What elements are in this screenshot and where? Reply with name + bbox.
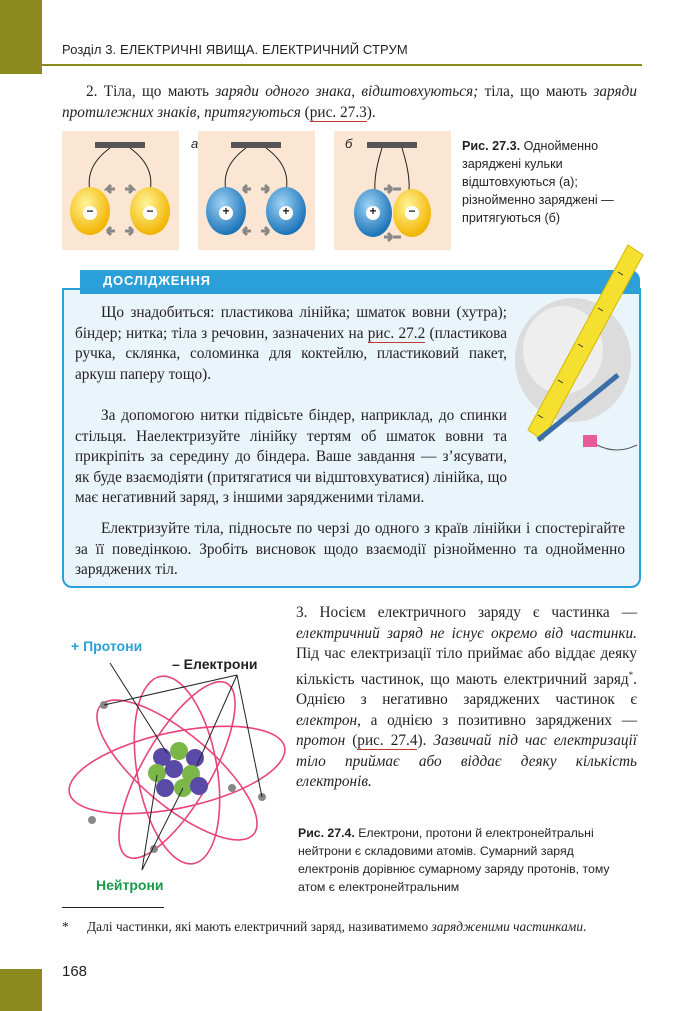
text: ( [345, 732, 358, 750]
text: . Однією з негативно заряджених частинок є [296, 670, 637, 709]
figure-reference-link[interactable]: рис. 27.3 [309, 103, 367, 121]
footnote [62, 917, 637, 937]
repel-arrows [107, 185, 133, 193]
italic-text: заряди одного знака, відштовхуються; [215, 83, 479, 100]
footnote-end: . [583, 919, 587, 934]
running-header: Розділ 3. ЕЛЕКТРИЧНІ ЯВИЩА. ЕЛЕКТРИЧНИЙ СТРУМ [62, 42, 408, 57]
panel-label-a: а [191, 136, 199, 151]
olive-corner-bottom [0, 969, 42, 1011]
thread [375, 148, 382, 191]
pointer-line [104, 675, 237, 705]
research-title: ДОСЛІДЖЕННЯ [103, 273, 211, 288]
electron [228, 784, 236, 792]
caption-text: Електрони, протони й електронейтральні нейтрони є складовими атомів. Сумарний заряд електронів дорівнює сумарному заряду протонів, тому атом є електронейтральним [298, 826, 610, 894]
repel-arrows [107, 227, 133, 235]
text: ( [300, 103, 310, 121]
figure-27-3-caption [462, 137, 632, 227]
text: 2. Тіла, що мають [86, 83, 216, 100]
paragraph-2 [62, 82, 637, 123]
thread [130, 148, 151, 191]
text: ). [366, 103, 376, 121]
text: Під час електризації тіло приймає або віддає деяку кількість частинок, що мають електричний заряд [296, 645, 637, 688]
charge-sign: − [408, 204, 416, 218]
neutrons-label: Нейтрони [96, 877, 164, 893]
thread [89, 148, 110, 191]
text: ). [417, 732, 434, 750]
footnote-marker: * [62, 919, 69, 934]
electron [88, 816, 96, 824]
attract-arrows [384, 233, 401, 241]
caption-label: Рис. 27.4. [298, 826, 355, 840]
charge-sign: + [282, 204, 290, 218]
fur-ruler-pen-illustration [508, 240, 658, 465]
research-paragraph-3: Електризуйте тіла, підносьте по черзі до одного з країв лінійки і спостерігайте за її поведінкою. Зробіть висновок щодо взаємодії різнойменно та однойменно заряджених тіл. [75, 520, 625, 578]
figure-reference-link[interactable]: рис. 27.2 [367, 324, 426, 342]
caption-label: Рис. 27.3. [462, 139, 521, 153]
footnote-italic: зарядженими частинками [431, 919, 584, 934]
text: , а однією з позитивно заряджених — [357, 711, 637, 729]
pointer-line [237, 675, 262, 797]
charge-sign: + [369, 204, 377, 218]
thread [402, 148, 409, 191]
holder-bar [367, 142, 417, 148]
electrons-label: – Електрони [172, 656, 258, 672]
charge-sign: + [222, 204, 230, 218]
caption-text: Однойменно заряджені кульки відштовхуються (а); різнойменно заряджені — притягуються (б) [462, 139, 614, 225]
research-paragraph-2: За допомогою нитки підвісьте біндер, наприклад, до спинки стільця. Наелектризуйте лінійку тертям об шматок вовни та прикріпіть за середину до біндера. Ваше завдання — з’ясувати, як буде взаємодіяти (притягатися чи відштовхуватися) лінійка, що має негативний заряд, з іншими зарядженими тілами. [75, 407, 507, 506]
olive-corner-top [0, 0, 42, 74]
italic-text: електричний заряд не існує окремо від частинки. [296, 624, 637, 642]
charge-sign: − [86, 204, 94, 218]
research-paragraph-1 [75, 303, 507, 385]
italic-text: протон [296, 732, 346, 750]
header-rule [42, 64, 642, 66]
footnote-rule [62, 907, 164, 908]
text: тіла, що мають [478, 83, 594, 100]
text: 3. Носієм електричного заряду є частинка — [296, 604, 637, 621]
italic-text: Зазвичай під час електризації тіло приймає або віддає деяку кількість електронів. [296, 732, 638, 791]
protons-label: + Протони [71, 638, 143, 654]
thread [597, 445, 637, 450]
italic-text: заряди протилежних знаків, притягуються [62, 83, 637, 121]
figure-27-3-balls [62, 131, 452, 251]
paragraph-3 [296, 603, 637, 793]
binder-clip [583, 435, 597, 447]
figure-27-4-caption [298, 824, 638, 896]
footnote-marker: * [628, 669, 634, 680]
page-number: 168 [62, 963, 88, 980]
text: (пластикова ручка, склянка, соломинка для коктейлю, пластиковий пакет, аркуш паперу тощо). [75, 324, 507, 383]
repel-arrows [243, 227, 269, 235]
nucleus [148, 742, 208, 797]
italic-text: електрон [296, 711, 358, 729]
holder-bar [95, 142, 145, 148]
text: Що знадобиться: пластикова лінійка; шматок вовни (хутра); біндер; нитка; тіла з речовин, зазначених на [75, 304, 507, 342]
repel-arrows [243, 185, 269, 193]
charge-sign: − [146, 204, 154, 218]
attract-arrows [384, 185, 401, 193]
holder-bar [231, 142, 281, 148]
panel-label-b: б [345, 136, 353, 151]
atom-illustration [62, 645, 292, 885]
footnote-text: Далі частинки, які мають електричний заряд, називатимемо [87, 919, 432, 934]
thread [225, 148, 246, 191]
thread [266, 148, 287, 191]
figure-reference-link[interactable]: рис. 27.4 [357, 732, 418, 750]
